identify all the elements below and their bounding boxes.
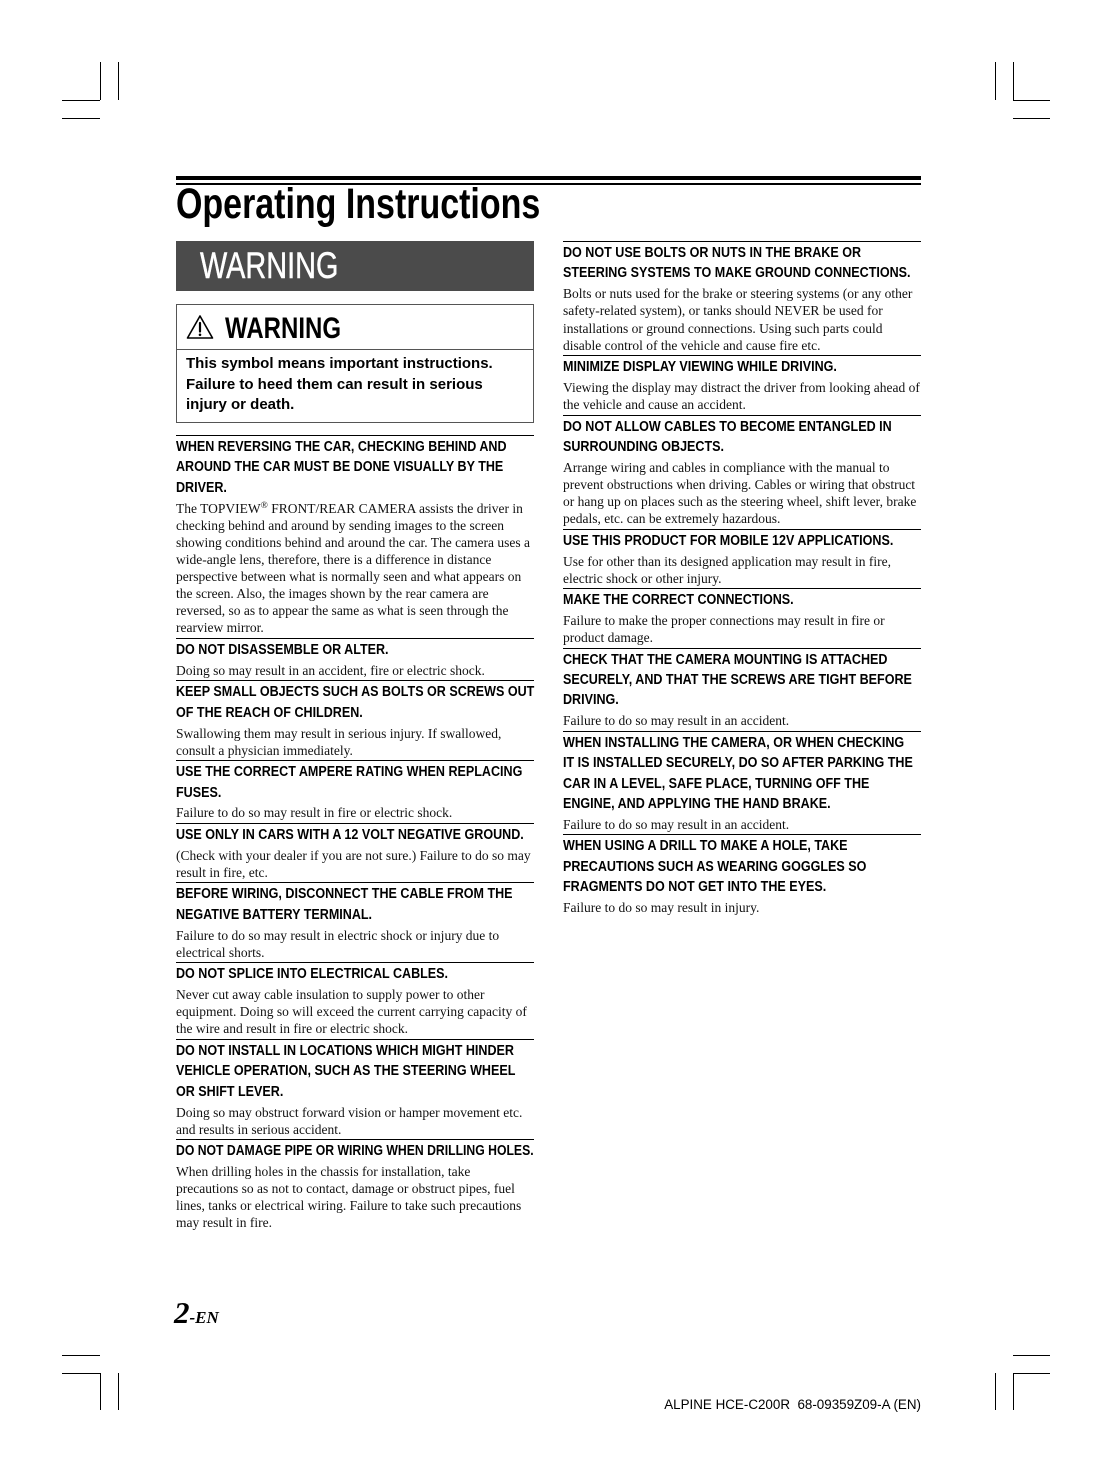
- body-line: reversed, so as to appear the same as what is seen through the: [176, 603, 509, 619]
- heading-line: SURROUNDING OBJECTS.: [563, 438, 724, 455]
- body-line: may result in fire.: [176, 1215, 272, 1231]
- body-line: product damage.: [563, 630, 653, 646]
- heading-line: BEFORE WIRING, DISCONNECT THE CABLE FROM THE: [176, 886, 513, 903]
- body-line: precautions so as not to contact, damage or obstruct pipes, fuel: [176, 1181, 515, 1197]
- warning-symbol-box: [176, 304, 534, 423]
- heading-line: DO NOT USE BOLTS OR NUTS IN THE BRAKE OR: [563, 245, 862, 261]
- body-line: perspective between what is normally seen and what appears on: [176, 569, 522, 585]
- crop-mark: [100, 62, 101, 100]
- warning-section: [563, 731, 921, 835]
- body-line: rearview mirror.: [176, 620, 264, 636]
- heading-line: IT IS INSTALLED SECURELY, DO SO AFTER PARKING THE: [563, 755, 913, 772]
- warning-section: [176, 680, 534, 760]
- body-line: Arrange wiring and cables in compliance with the manual to: [563, 459, 890, 475]
- crop-mark: [62, 118, 100, 119]
- heading-line: SECURELY, AND THAT THE SCREWS ARE TIGHT BEFORE: [563, 672, 912, 689]
- crop-mark: [1013, 62, 1014, 100]
- warning-section: [176, 760, 534, 823]
- warning-section: [563, 529, 921, 588]
- warning-section: [563, 415, 921, 529]
- section-body: [176, 1163, 534, 1231]
- section-body: [176, 500, 534, 637]
- heading-line: WHEN USING A DRILL TO MAKE A HOLE, TAKE: [563, 838, 848, 855]
- warning-box-header: [177, 305, 533, 350]
- body-line: and results in serious accident.: [176, 1121, 342, 1137]
- section-heading: [563, 531, 921, 551]
- body-line: wide-angle lens, therefore, there is a difference in distance: [176, 552, 492, 567]
- section-heading: [176, 437, 534, 498]
- warning-section: [563, 588, 921, 647]
- section-body: [563, 712, 921, 729]
- page-number-suffix: -EN: [189, 1308, 219, 1327]
- body-line: The TOPVIEW® FRONT/REAR CAMERA assists the driver in: [176, 500, 523, 516]
- warning-banner-label: WARNING: [200, 245, 339, 286]
- section-heading: [176, 1141, 534, 1161]
- body-line: installations or ground connections. Using such parts could: [563, 320, 883, 336]
- section-body: [176, 1104, 534, 1138]
- warning-section: [176, 638, 534, 680]
- warning-box-title: WARNING: [225, 312, 341, 345]
- warning-section: [176, 823, 534, 882]
- body-line: Failure to do so may result in fire or electric shock.: [176, 805, 453, 821]
- page-title: Operating Instructions: [176, 180, 541, 228]
- body-line: When drilling holes in the chassis for installation, take: [176, 1164, 471, 1180]
- body-line: lines, tanks or electrical wiring. Failure to take such precautions: [176, 1198, 522, 1214]
- section-body: [563, 816, 921, 833]
- body-line: electrical shorts.: [176, 944, 265, 960]
- left-column: [176, 435, 534, 1233]
- body-line: or hang up on places such as the steering wheel, shift lever, brake: [563, 494, 917, 510]
- warning-section: [176, 1039, 534, 1139]
- heading-line: DRIVER.: [176, 479, 227, 496]
- body-line: the wire and result in fire or electric shock.: [176, 1021, 409, 1037]
- section-heading: [176, 825, 534, 845]
- body-line: disable control of the vehicle and cause fire etc.: [563, 337, 821, 353]
- body-line: Bolts or nuts used for the brake or steering systems (or any other: [563, 286, 913, 302]
- body-line: equipment. Doing so will exceed the current carrying capacity of: [176, 1004, 527, 1020]
- crop-mark: [62, 100, 100, 101]
- section-heading: [176, 964, 534, 984]
- section-body: [176, 804, 534, 821]
- crop-mark: [62, 1355, 100, 1356]
- section-body: [563, 612, 921, 646]
- heading-line: FUSES.: [176, 784, 222, 801]
- body-line: consult a physician immediately.: [176, 742, 353, 758]
- heading-line: DRIVING.: [563, 692, 619, 709]
- heading-line: CHECK THAT THE CAMERA MOUNTING IS ATTACHED: [563, 651, 888, 668]
- warning-section: [563, 648, 921, 731]
- section-body: [563, 459, 921, 527]
- section-body: [563, 379, 921, 413]
- section-heading: [563, 357, 921, 377]
- body-line: prevent obstructions when driving. Cables or wiring that obstruct: [563, 476, 916, 492]
- footer-model-code: ALPINE HCE-C200R 68-09359Z09-A (EN): [664, 1397, 921, 1412]
- heading-line: ENGINE, AND APPLYING THE HAND BRAKE.: [563, 796, 831, 813]
- body-line: showing conditions behind and around the car. The camera uses a: [176, 534, 531, 550]
- page-number-value: 2: [174, 1295, 190, 1330]
- section-body: [176, 927, 534, 961]
- heading-line: DO NOT DAMAGE PIPE OR WIRING WHEN DRILLING HOLES.: [176, 1143, 534, 1160]
- heading-line: NEGATIVE BATTERY TERMINAL.: [176, 906, 373, 923]
- body-line: Viewing the display may distract the driver from looking ahead of: [563, 379, 920, 395]
- heading-line: WHEN INSTALLING THE CAMERA, OR WHEN CHECKING: [563, 734, 905, 751]
- section-heading: [563, 417, 921, 458]
- crop-mark: [118, 1373, 119, 1410]
- section-body: [563, 899, 921, 916]
- heading-line: VEHICLE OPERATION, SUCH AS THE STEERING WHEEL: [176, 1063, 516, 1080]
- section-body: [176, 725, 534, 759]
- heading-line: USE THE CORRECT AMPERE RATING WHEN REPLACING: [176, 764, 523, 781]
- body-line: Failure to do so may result in an accident.: [563, 713, 790, 729]
- body-line: Use for other than its designed application may result in fire,: [563, 553, 892, 569]
- heading-line: PRECAUTIONS SUCH AS WEARING GOGGLES SO: [563, 858, 867, 875]
- body-line: Doing so may obstruct forward vision or hamper movement etc.: [176, 1104, 523, 1120]
- body-line: safety-related system), or tanks should NEVER be used for: [563, 303, 883, 319]
- body-line: Swallowing them may result in serious injury. If swallowed,: [176, 725, 502, 741]
- warning-section: [176, 435, 534, 638]
- heading-line: DO NOT ALLOW CABLES TO BECOME ENTANGLED IN: [563, 418, 892, 435]
- section-body: [176, 986, 534, 1037]
- heading-line: STEERING SYSTEMS TO MAKE GROUND CONNECTIONS.: [563, 265, 911, 282]
- warning-section: [563, 355, 921, 414]
- heading-line: USE THIS PRODUCT FOR MOBILE 12V APPLICATIONS.: [563, 532, 894, 549]
- section-body: [563, 553, 921, 587]
- page-number: [174, 1296, 219, 1336]
- heading-line: DO NOT DISASSEMBLE OR ALTER.: [176, 641, 389, 658]
- section-body: [176, 847, 534, 881]
- body-line: checking behind and around by sending images to the screen: [176, 517, 505, 533]
- crop-mark: [1013, 1355, 1050, 1356]
- body-line: Failure to do so may result in injury.: [563, 900, 760, 916]
- heading-line: KEEP SMALL OBJECTS SUCH AS BOLTS OR SCREWS OUT: [176, 684, 535, 701]
- body-line: the screen. Also, the images shown by the rear camera are: [176, 586, 489, 602]
- crop-mark: [1013, 1373, 1014, 1410]
- body-line: (Check with your dealer if you are not sure.) Failure to do so may: [176, 847, 531, 863]
- crop-mark: [62, 1373, 100, 1374]
- heading-line: DO NOT INSTALL IN LOCATIONS WHICH MIGHT HINDER: [176, 1042, 514, 1059]
- section-heading: [563, 836, 921, 897]
- warning-box-line: This symbol means important instructions.: [186, 355, 493, 372]
- body-line: Doing so may result in an accident, fire or electric shock.: [176, 662, 485, 678]
- crop-mark: [118, 62, 119, 100]
- heading-line: CAR IN A LEVEL, SAFE PLACE, TURNING OFF THE: [563, 775, 870, 792]
- section-heading: [176, 1041, 534, 1102]
- warning-section: [176, 962, 534, 1039]
- section-heading: [176, 682, 534, 723]
- warning-section: [563, 834, 921, 917]
- body-line: the vehicle and cause an accident.: [563, 397, 746, 413]
- warning-section: [563, 241, 921, 355]
- heading-line: DO NOT SPLICE INTO ELECTRICAL CABLES.: [176, 966, 449, 983]
- warning-section: [176, 882, 534, 962]
- body-line: pedals, etc. can be extremely hazardous.: [563, 511, 781, 527]
- section-body: [176, 662, 534, 679]
- heading-line: USE ONLY IN CARS WITH A 12 VOLT NEGATIVE GROUND.: [176, 826, 524, 843]
- section-heading: [176, 884, 534, 925]
- section-heading: [563, 650, 921, 711]
- section-heading: [563, 590, 921, 610]
- body-line: electric shock or other injury.: [563, 570, 722, 586]
- warning-banner: [176, 241, 534, 291]
- warning-box-text: [177, 350, 533, 416]
- warning-box-line: Failure to heed them can result in serious: [186, 375, 483, 393]
- body-line: Failure to do so may result in electric shock or injury due to: [176, 927, 500, 943]
- warning-box-line: injury or death.: [186, 396, 295, 413]
- heading-line: WHEN REVERSING THE CAR, CHECKING BEHIND AND: [176, 439, 507, 455]
- section-heading: [176, 762, 534, 803]
- crop-mark: [995, 62, 996, 100]
- registered-mark: ®: [260, 500, 268, 511]
- body-line: Failure to make the proper connections may result in fire or: [563, 613, 885, 629]
- right-column: [563, 241, 921, 918]
- heading-line: AROUND THE CAR MUST BE DONE VISUALLY BY THE: [176, 459, 504, 476]
- heading-line: FRAGMENTS DO NOT GET INTO THE EYES.: [563, 879, 827, 896]
- body-line: Never cut away cable insulation to supply power to other: [176, 987, 485, 1003]
- warning-section: [176, 1139, 534, 1233]
- heading-line: OF THE REACH OF CHILDREN.: [176, 704, 363, 721]
- body-line: result in fire, etc.: [176, 864, 268, 880]
- section-heading: [176, 640, 534, 660]
- section-body: [563, 285, 921, 353]
- section-heading: [563, 733, 921, 815]
- warning-triangle-icon: [186, 314, 214, 340]
- body-line: Failure to do so may result in an accident.: [563, 816, 790, 832]
- heading-line: MAKE THE CORRECT CONNECTIONS.: [563, 592, 794, 609]
- section-heading: [563, 243, 921, 284]
- heading-line: MINIMIZE DISPLAY VIEWING WHILE DRIVING.: [563, 359, 837, 376]
- crop-mark: [995, 1373, 996, 1410]
- crop-mark: [100, 1373, 101, 1410]
- crop-mark: [1013, 100, 1050, 101]
- crop-mark: [1013, 118, 1050, 119]
- heading-line: OR SHIFT LEVER.: [176, 1083, 284, 1100]
- crop-mark: [1013, 1373, 1050, 1374]
